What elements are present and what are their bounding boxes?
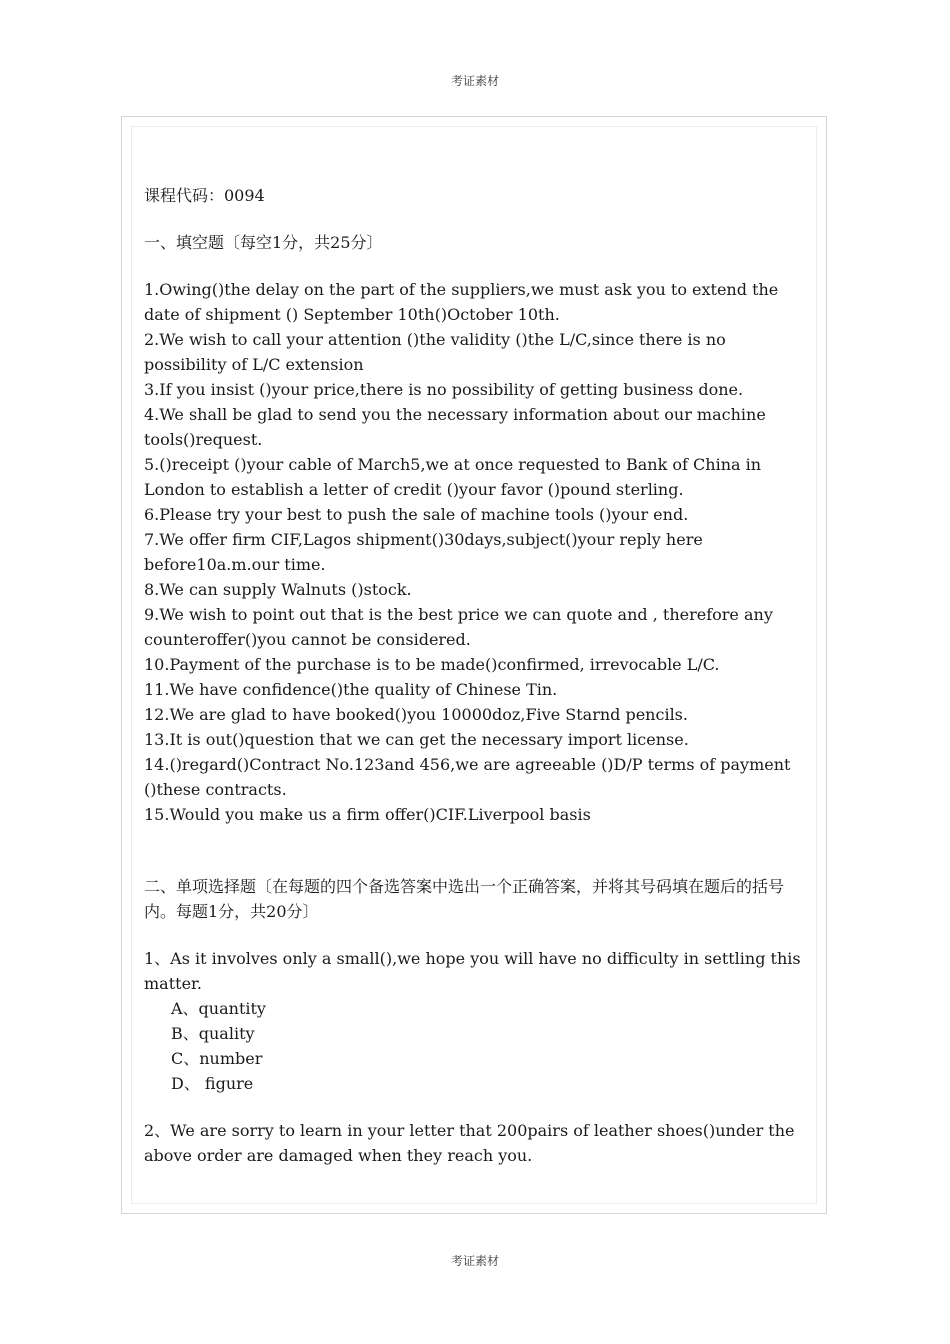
choice-question — [144, 946, 808, 1096]
fill-in-item: 10.Payment of the purchase is to be made()confirmed, irrevocable L/C. — [144, 655, 720, 674]
fill-in-item: 2.We wish to call your attention ()the validity ()the L/C,since there is no possibility of L/C extension — [144, 330, 726, 374]
fill-in-item: 14.()regard()Contract No.123and 456,we are agreeable ()D/P terms of payment ()these contracts. — [144, 755, 791, 799]
choice-option: C、number — [171, 1049, 263, 1068]
fill-in-item: 5.()receipt ()your cable of March5,we at once requested to Bank of China in London to establish a letter of credit ()your favor ()pound sterling. — [144, 455, 762, 499]
choice-option: A、quantity — [171, 999, 266, 1018]
choice-options — [144, 996, 808, 1096]
fill-in-item: 8.We can supply Walnuts ()stock. — [144, 580, 412, 599]
fill-in-item: 13.It is out()question that we can get the necessary import license. — [144, 730, 689, 749]
page-header: 考证素材 — [450, 74, 499, 88]
fill-in-item: 15.Would you make us a firm offer()CIF.Liverpool basis — [144, 805, 591, 824]
section1-title: 一、填空题〔每空1分，共25分〕 — [144, 233, 383, 252]
fill-in-item: 11.We have confidence()the quality of Chinese Tin. — [144, 680, 558, 699]
course-code: 课程代码：0094 — [144, 186, 265, 205]
fill-in-item: 3.If you insist ()your price,there is no possibility of getting business done. — [144, 380, 744, 399]
choice-option: B、quality — [171, 1024, 255, 1043]
fill-in-item: 4.We shall be glad to send you the necessary information about our machine tools()request. — [144, 405, 766, 449]
fill-in-item: 9.We wish to point out that is the best price we can quote and , therefore any counteroffer()you cannot be considered. — [144, 605, 773, 649]
fill-in-item: 7.We offer firm CIF,Lagos shipment()30days,subject()your reply here before10a.m.our time. — [144, 530, 703, 574]
fill-in-item: 12.We are glad to have booked()you 10000doz,Five Starnd pencils. — [144, 705, 688, 724]
fill-in-item: 6.Please try your best to push the sale of machine tools ()your end. — [144, 505, 689, 524]
choice-question-text: 2、We are sorry to learn in your letter that 200pairs of leather shoes()under the above order are damaged when they reach you. — [144, 1121, 795, 1165]
page-footer: 考证素材 — [450, 1254, 499, 1268]
choice-option: D、 figure — [171, 1074, 254, 1093]
fill-in-list — [144, 277, 808, 827]
section2-title: 二、单项选择题〔在每题的四个备选答案中选出一个正确答案，并将其号码填在题后的括号内。每题1分，共20分〕 — [144, 877, 785, 921]
fill-in-item: 1.Owing()the delay on the part of the suppliers,we must ask you to extend the date of shipment () September 10th()October 10th. — [144, 280, 779, 324]
document-body — [144, 183, 808, 1168]
choice-question-text: 1、As it involves only a small(),we hope you will have no difficulty in settling this matter. — [144, 949, 801, 993]
choice-question — [144, 1118, 808, 1168]
